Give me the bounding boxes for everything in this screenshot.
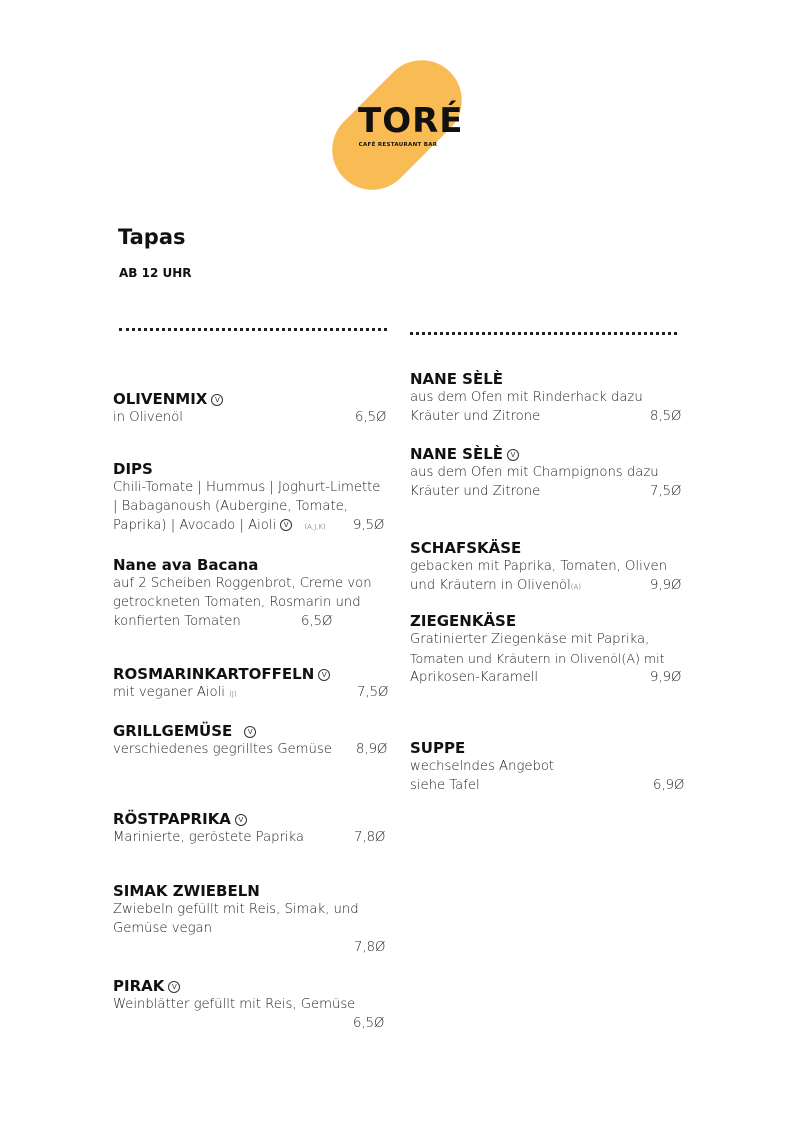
item-name: SCHAFSKÄSE <box>410 539 522 557</box>
item-description-line: Gratinierter Ziegenkäse mit Paprika, <box>410 632 650 647</box>
item-name: RÖSTPAPRIKA <box>113 810 231 828</box>
item-price: 8,9Ø <box>356 742 388 757</box>
item-description: Marinierte, geröstete Paprika <box>113 830 305 845</box>
item-name: SIMAK ZWIEBELN <box>113 882 260 900</box>
vegan-icon: V <box>280 519 292 531</box>
item-name: DIPS <box>113 460 153 478</box>
item-name: GRILLGEMÜSE <box>113 722 233 740</box>
vegan-icon: V <box>211 394 223 406</box>
vegan-icon: V <box>507 449 519 461</box>
item-price: 9,5Ø <box>353 518 385 533</box>
item-description-line: aus dem Ofen mit Champignons dazu <box>410 465 659 480</box>
item-name: OLIVENMIX <box>113 390 208 408</box>
vegan-icon: V <box>318 669 330 681</box>
item-description-line: Tomaten und Kräutern in Olivenöl(A) mit <box>410 651 665 666</box>
vegan-icon: V <box>244 726 256 738</box>
item-description-line: Zwiebeln gefüllt mit Reis, Simak, und <box>113 902 359 917</box>
item-price: 8,5Ø <box>650 409 682 424</box>
item-name: NANE SÈLÈ <box>410 370 504 388</box>
allergen-codes: (J) <box>229 690 237 698</box>
item-description: verschiedenes gegrilltes Gemüse <box>113 742 332 757</box>
logo <box>322 50 472 200</box>
menu-item-dips <box>113 460 383 537</box>
allergen-codes: (A) <box>570 583 582 591</box>
item-description-line: wechselndes Angebot <box>410 759 555 774</box>
item-price: 6,9Ø <box>653 778 685 793</box>
item-description-line: getrockneten Tomaten, Rosmarin und <box>113 595 361 610</box>
item-description-line: | Babaganoush (Aubergine, Tomate, <box>113 499 348 514</box>
item-name: Nane ava Bacana <box>113 556 259 574</box>
item-description-line: konfierten Tomaten <box>113 614 241 629</box>
page-title: Tapas <box>118 225 186 249</box>
item-description-line: Kräuter und Zitrone <box>410 409 541 424</box>
left-divider <box>119 328 387 331</box>
item-price: 7,8Ø <box>354 830 386 845</box>
vegan-icon: V <box>235 814 247 826</box>
item-description: mit veganer Aioli <box>113 685 225 700</box>
item-description-line: Gemüse vegan <box>113 921 212 936</box>
item-description: in Olivenöl <box>113 410 183 425</box>
item-name: NANE SÈLÈ <box>410 445 504 463</box>
item-description-line: auf 2 Scheiben Roggenbrot, Creme von <box>113 576 372 591</box>
item-price: 6,5Ø <box>301 614 333 629</box>
item-name: PIRAK <box>113 977 165 995</box>
menu-item-nane-sele-beef <box>410 370 680 426</box>
menu-item-roestpaprika <box>113 810 386 847</box>
menu-item-schafskaese <box>410 539 680 597</box>
item-name: SUPPE <box>410 739 466 757</box>
item-description-line: Chili-Tomate | Hummus | Joghurt-Limette <box>113 480 381 495</box>
right-divider <box>410 332 677 335</box>
item-price: 9,9Ø <box>650 578 682 593</box>
item-price: 7,5Ø <box>650 484 682 499</box>
item-description-line: Weinblätter gefüllt mit Reis, Gemüse <box>113 997 356 1012</box>
logo-wordmark: TORÉ <box>358 101 464 141</box>
allergen-codes: (A,J,K) <box>304 523 326 531</box>
item-price: 9,9Ø <box>650 670 682 685</box>
vegan-icon: V <box>168 981 180 993</box>
item-name: ROSMARINKARTOFFELN <box>113 665 315 683</box>
menu-item-nane-sele-veg <box>410 445 680 501</box>
menu-item-simak-zwiebeln <box>113 882 386 957</box>
item-description-line: Paprika) | Avocado | Aioli <box>113 518 277 533</box>
menu-item-nane-bacana <box>113 556 383 631</box>
item-price: 6,5Ø <box>355 410 387 425</box>
menu-item-suppe <box>410 739 685 795</box>
item-price: 6,5Ø <box>353 1016 385 1031</box>
item-description-line: gebacken mit Paprika, Tomaten, Oliven <box>410 559 668 574</box>
item-description-line: Aprikosen-Karamell <box>410 670 539 685</box>
item-description-line: und Kräutern in Olivenöl <box>410 578 571 593</box>
menu-item-pirak <box>113 977 383 1033</box>
menu-item-olivenmix <box>113 390 387 427</box>
item-name: ZIEGENKÄSE <box>410 612 517 630</box>
item-description-line: aus dem Ofen mit Rinderhack dazu <box>410 390 643 405</box>
item-description-line: siehe Tafel <box>410 778 480 793</box>
logo-tagline: CAFÉ RESTAURANT BAR <box>358 142 438 148</box>
item-description-line: Kräuter und Zitrone <box>410 484 541 499</box>
menu-item-ziegenkaese <box>410 612 680 687</box>
menu-item-grillgemuese <box>113 722 388 759</box>
page-subtitle: AB 12 UHR <box>119 266 192 280</box>
item-price: 7,5Ø <box>357 685 389 700</box>
item-price: 7,8Ø <box>354 940 386 955</box>
menu-item-rosmarinkartoffeln <box>113 665 389 704</box>
